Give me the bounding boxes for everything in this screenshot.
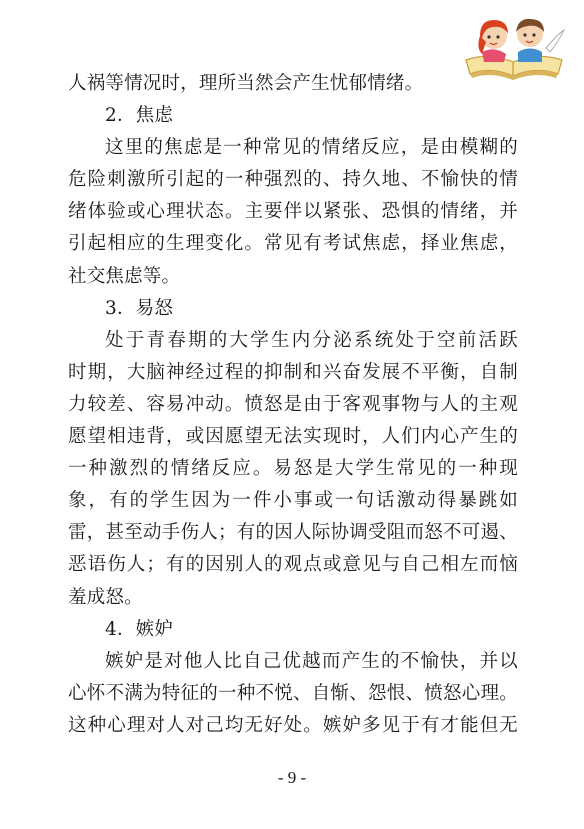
paragraph-line: 人祸等情况时，理所当然会产生忧郁情绪。 — [68, 73, 424, 94]
paragraph-line: 时期，大脑神经过程的抑制和兴奋发展不平衡，自制 — [68, 361, 518, 383]
paragraph-line: 一种激烈的情绪反应。易怒是大学生常见的一种现 — [68, 458, 518, 480]
paragraph-line: 引起相应的生理变化。常见有考试焦虑，择业焦虑， — [68, 233, 518, 255]
paragraph-line: 社交焦虑等。 — [68, 265, 181, 287]
paragraph-line: 这种心理对人对己均无好处。嫉妒多见于有才能但无 — [68, 714, 518, 736]
paragraph-line: 恶语伤人；有的因别人的观点或意见与自己相左而恼 — [68, 554, 518, 576]
body-text — [68, 68, 518, 742]
paragraph-line: 处于青春期的大学生内分泌系统处于空前活跃 — [105, 329, 518, 351]
section-heading: 2．焦虑 — [105, 105, 174, 127]
paragraph-line: 羞成怒。 — [68, 586, 143, 608]
paragraph-line: 愿望相违背，或因愿望无法实现时，人们内心产生的 — [68, 426, 518, 448]
paragraph-line: 力较差、容易冲动。愤怒是由于客观事物与人的主观 — [68, 393, 518, 415]
paragraph-line: 绪体验或心理状态。主要伴以紧张、恐惧的情绪，并 — [68, 201, 518, 223]
paragraph-line: 象，有的学生因为一件小事或一句话激动得暴跳如 — [68, 490, 518, 512]
paragraph-line: 心怀不满为特征的一种不悦、自惭、怨恨、愤怒心理。 — [68, 682, 518, 704]
section-heading: 4．嫉妒 — [105, 618, 174, 640]
section-heading: 3．易怒 — [105, 297, 174, 319]
paragraph-line: 危险刺激所引起的一种强烈的、持久地、不愉快的情 — [68, 169, 518, 191]
paragraph-line: 雷，甚至动手伤人；有的因人际协调受阻而怒不可遏、 — [68, 522, 518, 544]
page-number: - 9 - — [277, 768, 307, 787]
paragraph-line: 嫉妒是对他人比自己优越而产生的不愉快，并以 — [105, 650, 518, 672]
paragraph-line: 这里的焦虑是一种常见的情绪反应，是由模糊的 — [105, 137, 518, 159]
